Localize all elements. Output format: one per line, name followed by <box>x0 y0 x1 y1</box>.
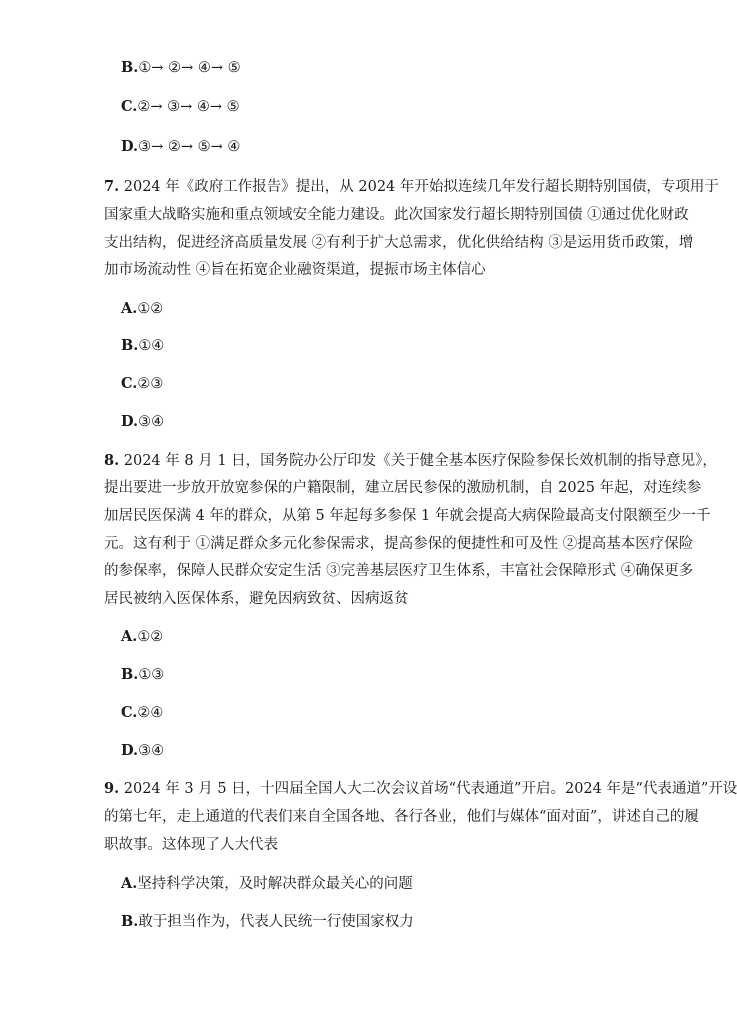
q7-option-a <box>121 299 163 319</box>
option-text: ②→ ③→ ④→ ⑤ <box>137 99 240 115</box>
q7-option-b <box>121 336 164 356</box>
option-text: ②③ <box>137 376 164 392</box>
option-label: C. <box>121 704 138 721</box>
q8-option-c <box>121 703 163 723</box>
q8-stem-line: 元。这有利于 ①满足群众多元化参保需求，提高参保的便捷性和可及性 ②提高基本医疗保险 <box>104 536 694 552</box>
q8-stem-line: 的参保率，保障人民群众安定生活 ③完善基层医疗卫生体系，丰富社会保障形式 ④确保更多 <box>104 563 694 579</box>
question-text: 2024 年《政府工作报告》提出，从 2024 年开始拟连续几年发行超长期特别国债，专项用于 <box>119 179 719 195</box>
option-text: ②④ <box>137 705 164 721</box>
q9-option-a <box>121 874 413 894</box>
question-number: 7. <box>104 178 120 195</box>
option-label: B. <box>121 59 139 76</box>
option-label: D. <box>121 138 139 155</box>
option-label: A. <box>121 628 138 645</box>
q7-stem-line: 加市场流动性 ④旨在拓宽企业融资渠道，提振市场主体信心 <box>104 262 486 278</box>
question-number: 9. <box>104 780 120 797</box>
question-number: 8. <box>104 452 120 469</box>
q7-stem-line <box>104 177 719 197</box>
option-label: B. <box>121 337 139 354</box>
option-text: ③④ <box>138 743 165 759</box>
option-label: C. <box>121 375 138 392</box>
q8-stem-line <box>104 451 717 471</box>
q8-stem-line: 加居民医保满 4 年的群众，从第 5 年起每多参保 1 年就会提高大病保险最高支付限额至少一千 <box>104 508 711 524</box>
question-text: 2024 年 3 月 5 日，十四届全国人大二次会议首场“代表通道”开启。2024 年是“代表通道”开设 <box>119 781 737 797</box>
option-label: B. <box>121 913 139 930</box>
option-text: 坚持科学决策，及时解决群众最关心的问题 <box>137 876 413 892</box>
option-label: A. <box>121 875 138 892</box>
q7-stem-line: 支出结构，促进经济高质量发展 ②有利于扩大总需求，优化供给结构 ③是运用货币政策，增 <box>104 235 694 251</box>
option-text: ①④ <box>138 338 165 354</box>
q6-option-c <box>121 97 240 117</box>
option-text: ①→ ②→ ④→ ⑤ <box>138 60 241 76</box>
option-text: ①③ <box>138 667 165 683</box>
option-text: ③④ <box>138 414 165 430</box>
q8-option-b <box>121 665 164 685</box>
option-text: ③→ ②→ ⑤→ ④ <box>138 139 241 155</box>
q8-stem-line: 居民被纳入医保体系，避免因病致贫、因病返贫 <box>104 591 409 607</box>
option-label: B. <box>121 666 139 683</box>
q6-option-b <box>121 58 241 78</box>
q9-stem-line: 的第七年，走上通道的代表们来自全国各地、各行各业，他们与媒体“面对面”，讲述自己的履 <box>104 809 699 825</box>
q8-option-a <box>121 627 163 647</box>
q7-option-d <box>121 412 164 432</box>
q8-option-d <box>121 741 164 761</box>
q9-stem-line: 职故事。这体现了人大代表 <box>104 837 278 853</box>
option-label: C. <box>121 98 138 115</box>
option-label: D. <box>121 413 139 430</box>
q9-stem-line <box>104 779 737 799</box>
q8-stem-line: 提出要进一步放开放宽参保的户籍限制，建立居民参保的激励机制，自 2025 年起，对连续参 <box>104 480 702 496</box>
option-label: A. <box>121 300 138 317</box>
q9-option-b <box>121 912 414 932</box>
option-text: ①② <box>137 301 164 317</box>
option-text: 敢于担当作为，代表人民统一行使国家权力 <box>138 914 414 930</box>
q7-option-c <box>121 374 163 394</box>
question-text: 2024 年 8 月 1 日，国务院办公厅印发《关于健全基本医疗保险参保长效机制的指导意见》， <box>119 453 717 469</box>
q7-stem-line: 国家重大战略实施和重点领域安全能力建设。此次国家发行超长期特别国债 ①通过优化财政 <box>104 207 689 223</box>
option-text: ①② <box>137 629 164 645</box>
q6-option-d <box>121 137 240 157</box>
option-label: D. <box>121 742 139 759</box>
